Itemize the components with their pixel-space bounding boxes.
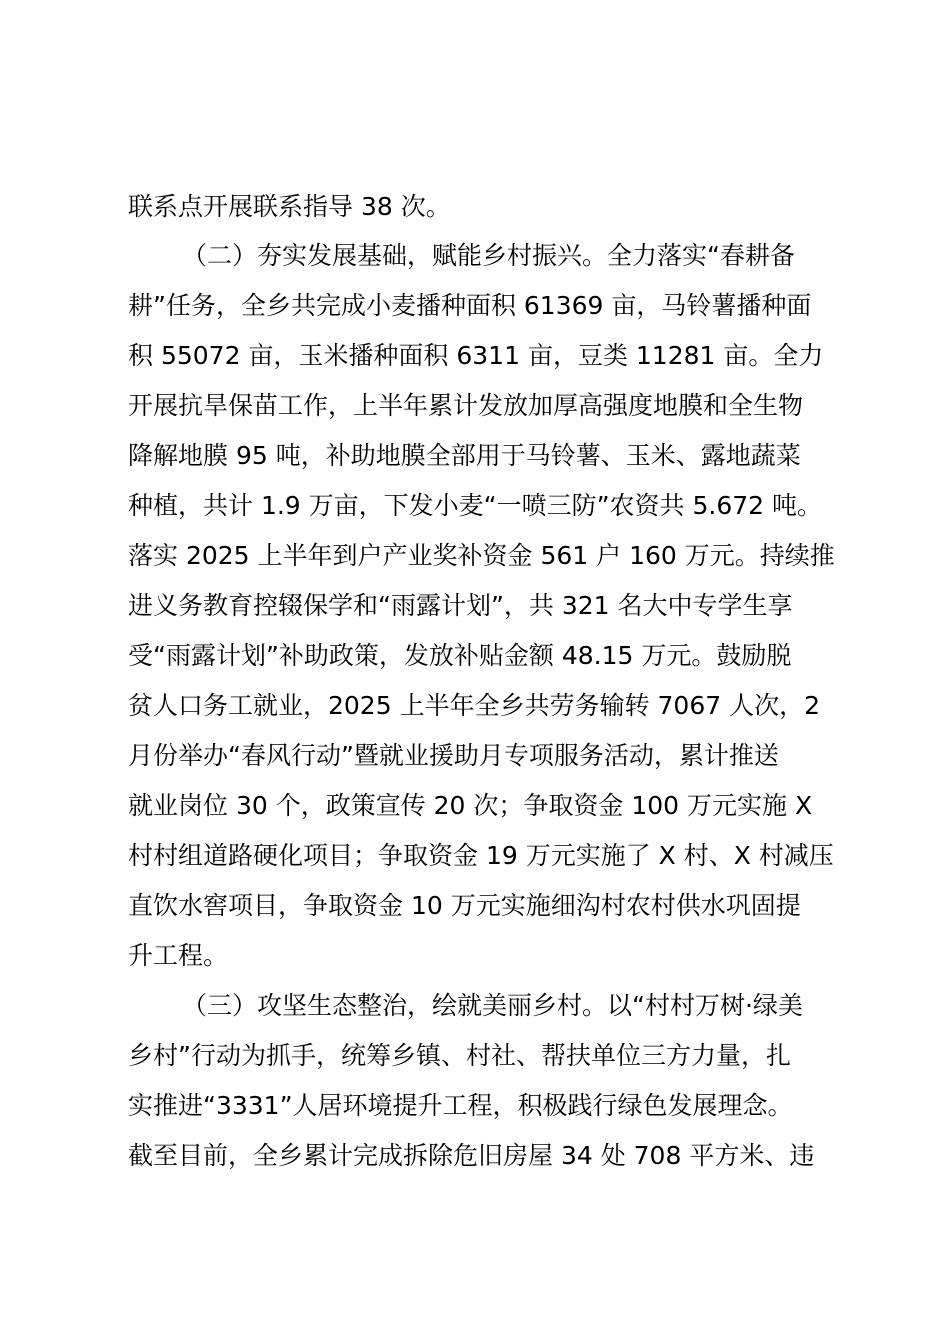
text-line: 受“雨露计划”补助政策，发放补贴金额 48.15 万元。鼓励脱 <box>128 641 792 670</box>
text-line: 降解地膜 95 吨，补助地膜全部用于马铃薯、玉米、露地蔬菜 <box>128 441 801 470</box>
text-line: 贫人口务工就业，2025 上半年全乡共劳务输转 7067 人次，2 <box>128 691 820 720</box>
section-heading-line: （三）攻坚生态整治，绘就美丽乡村。以“村村万树·绿美 <box>182 991 803 1020</box>
text-line: 直饮水窖项目，争取资金 10 万元实施细沟村农村供水巩固提 <box>128 891 801 920</box>
text-line: 进义务教育控辍保学和“雨露计划”，共 321 名大中专学生享 <box>128 591 793 620</box>
text-line: 村村组道路硬化项目；争取资金 19 万元实施了 X 村、X 村减压 <box>128 841 834 870</box>
text-line: 落实 2025 上半年到户产业奖补资金 561 户 160 万元。持续推 <box>128 541 835 570</box>
text-line: 联系点开展联系指导 38 次。 <box>128 192 451 221</box>
text-line: 截至目前，全乡累计完成拆除危旧房屋 34 处 708 平方米、违 <box>128 1141 815 1170</box>
text-line: 种植，共计 1.9 万亩，下发小麦“一喷三防”农资共 5.672 吨。 <box>128 491 823 520</box>
text-line: 实推进“3331”人居环境提升工程，积极践行绿色发展理念。 <box>128 1091 793 1120</box>
text-line: 月份举办“春风行动”暨就业援助月专项服务活动，累计推送 <box>128 741 779 770</box>
text-line: 乡村”行动为抓手，统筹乡镇、村社、帮扶单位三方力量，扎 <box>128 1041 791 1070</box>
text-line: 升工程。 <box>128 941 229 970</box>
text-line: 开展抗旱保苗工作，上半年累计发放加厚高强度地膜和全生物 <box>128 391 804 420</box>
text-line: 就业岗位 30 个，政策宣传 20 次；争取资金 100 万元实施 X <box>128 791 813 820</box>
text-line: 耕”任务，全乡共完成小麦播种面积 61369 亩，马铃薯播种面 <box>128 291 812 320</box>
section-heading-line: （二）夯实发展基础，赋能乡村振兴。全力落实“春耕备 <box>182 241 795 270</box>
text-line: 积 55072 亩，玉米播种面积 6311 亩，豆类 11281 亩。全力 <box>128 341 824 370</box>
